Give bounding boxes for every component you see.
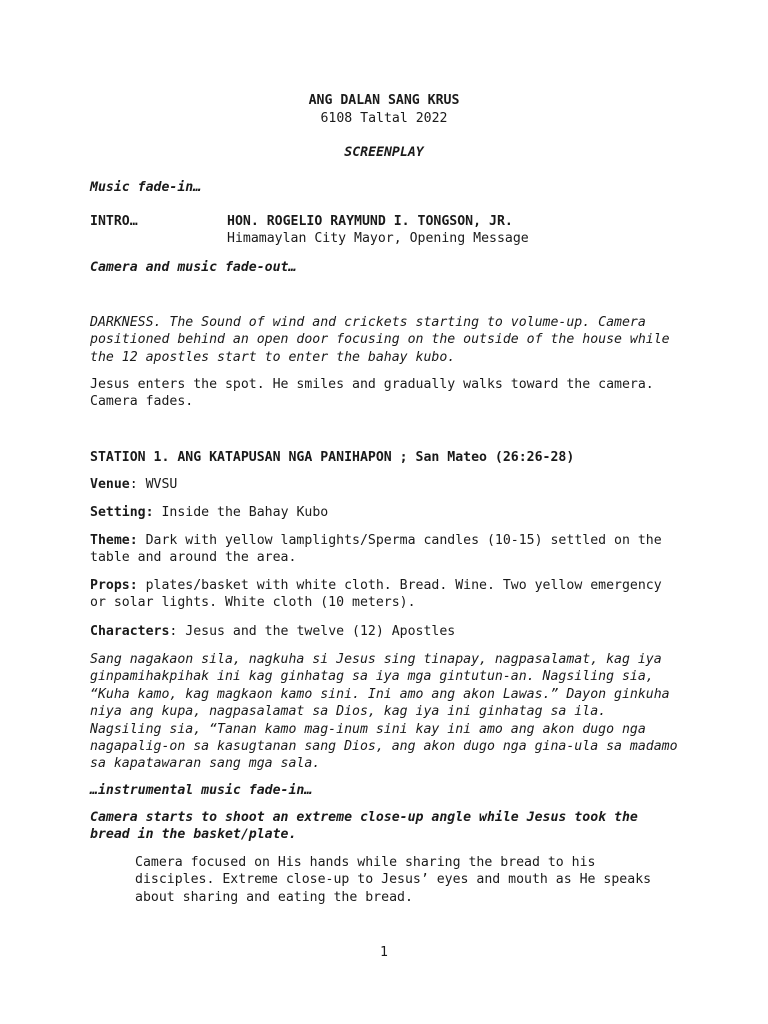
document-title: ANG DALAN SANG KRUS: [308, 93, 460, 108]
station-1-heading: STATION 1. ANG KATAPUSAN NGA PANIHAPON ; San Mateo (26:26-28): [90, 450, 575, 465]
jesus-enters-scene: Jesus enters the spot. He smiles and gradually walks toward the camera. Camera fades.: [90, 377, 662, 410]
venue-label: Venue: [90, 477, 130, 492]
setting-line: [90, 504, 680, 521]
venue-line: [90, 476, 680, 493]
instrumental-music-cue: …instrumental music fade-in…: [90, 783, 313, 798]
document-kind: SCREENPLAY: [344, 145, 424, 160]
setting-label: Setting:: [90, 505, 154, 520]
setting-value: Inside the Bahay Kubo: [153, 505, 329, 520]
characters-line: [90, 623, 680, 640]
music-fade-in-cue: Music fade-in…: [90, 180, 202, 195]
intro-body: [227, 213, 687, 248]
props-value: plates/basket with white cloth. Bread. Wine. Two yellow emergency or solar lights. White cloth (10 meters).: [90, 578, 670, 611]
venue-value: : WVSU: [129, 477, 178, 492]
camera-detail: Camera focused on His hands while sharing the bread to his disciples. Extreme close-up to Jesus’ eyes and mouth as He speaks about sharing and eating the bread.: [135, 855, 660, 905]
intro-role: Himamaylan City Mayor, Opening Message: [227, 231, 529, 247]
camera-fade-out-cue: Camera and music fade-out…: [90, 260, 297, 275]
document-subtitle: 6108 Taltal 2022: [320, 111, 448, 126]
camera-closeup-cue: Camera starts to shoot an extreme close-up angle while Jesus took the bread in the basket/plate.: [90, 810, 646, 843]
station-1-narration: Sang nagakaon sila, nagkuha si Jesus sing tinapay, nagpasalamat, kag iya ginpamihakpihak ini kag ginhatag sa iya mga gintutun-an. Nagsiling sia, “Kuha kamo, kag magkaon kamo sini. Ini amo ang akon Lawas.” Dayon ginkuha niya ang kupa, nagpasalamat sa Dios, kag iya ini ginhatag sa ila. Nagsiling sia, “Tanan kamo mag-inum sini kay ini amo ang akon dugo nga nagapalig-on sa kasugtanan sang Dios, ang akon dugo nga gina-ula sa madamo sa kapatawaran sang mga sala.: [90, 652, 686, 772]
characters-label: Characters: [90, 624, 170, 639]
props-label: Props:: [90, 578, 138, 593]
intro-speaker: HON. ROGELIO RAYMUND I. TONGSON, JR.: [227, 214, 513, 229]
theme-line: [90, 532, 680, 567]
theme-label: Theme:: [90, 533, 138, 548]
intro-label: INTRO…: [90, 214, 138, 229]
props-line: [90, 577, 680, 612]
theme-value: Dark with yellow lamplights/Sperma candles (10-15) settled on the table and around the area.: [90, 533, 670, 566]
page-number: 1: [380, 945, 388, 960]
darkness-scene: DARKNESS. The Sound of wind and crickets starting to volume-up. Camera positioned behind an open door focusing on the outside of the house while the 12 apostles start to enter the bahay kubo.: [90, 315, 678, 365]
characters-value: : Jesus and the twelve (12) Apostles: [169, 624, 456, 639]
